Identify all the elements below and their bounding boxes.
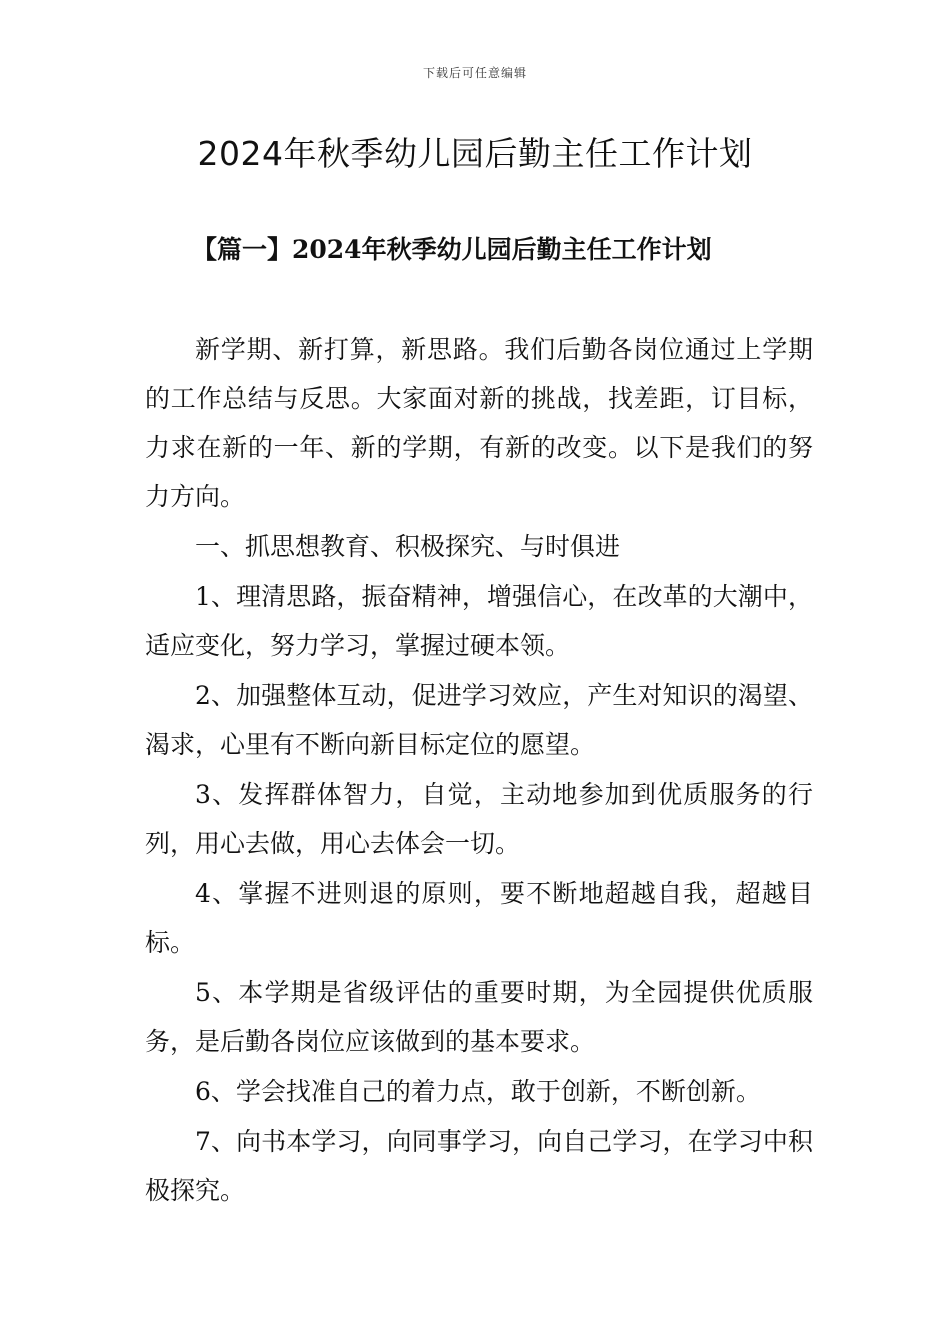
paragraph-item-1: 1、理清思路，振奋精神，增强信心，在改革的大潮中，适应变化，努力学习，掌握过硬本领。 — [145, 582, 813, 660]
paragraph-item-3: 3、发挥群体智力，自觉，主动地参加到优质服务的行列，用心去做，用心去体会一切。 — [145, 780, 813, 858]
paragraph-item-7: 7、向书本学习，向同事学习，向自己学习，在学习中积极探究。 — [145, 1127, 813, 1205]
document-body — [145, 325, 813, 1216]
paragraph-item-5: 5、本学期是省级评估的重要时期，为全园提供优质服务，是后勤各岗位应该做到的基本要求。 — [145, 978, 813, 1056]
paragraph-item-2: 2、加强整体互动，促进学习效应，产生对知识的渴望、渴求，心里有不断向新目标定位的愿望。 — [145, 681, 813, 759]
header-note: 下载后可任意编辑 — [422, 66, 527, 80]
paragraph-item-4: 4、掌握不进则退的原则，要不断地超越自我，超越目标。 — [145, 879, 813, 957]
document-title: 2024年秋季幼儿园后勤主任工作计划 — [197, 134, 753, 173]
paragraph-heading-1: 一、抓思想教育、积极探究、与时俱进 — [195, 532, 621, 561]
paragraph-item-6: 6、学会找准自己的着力点，敢于创新，不断创新。 — [195, 1077, 761, 1106]
section-heading: 【篇一】2024年秋季幼儿园后勤主任工作计划 — [192, 235, 712, 264]
paragraph-intro: 新学期、新打算，新思路。我们后勤各岗位通过上学期的工作总结与反思。大家面对新的挑战，找差距，订目标，力求在新的一年、新的学期，有新的改变。以下是我们的努力方向。 — [145, 335, 813, 511]
